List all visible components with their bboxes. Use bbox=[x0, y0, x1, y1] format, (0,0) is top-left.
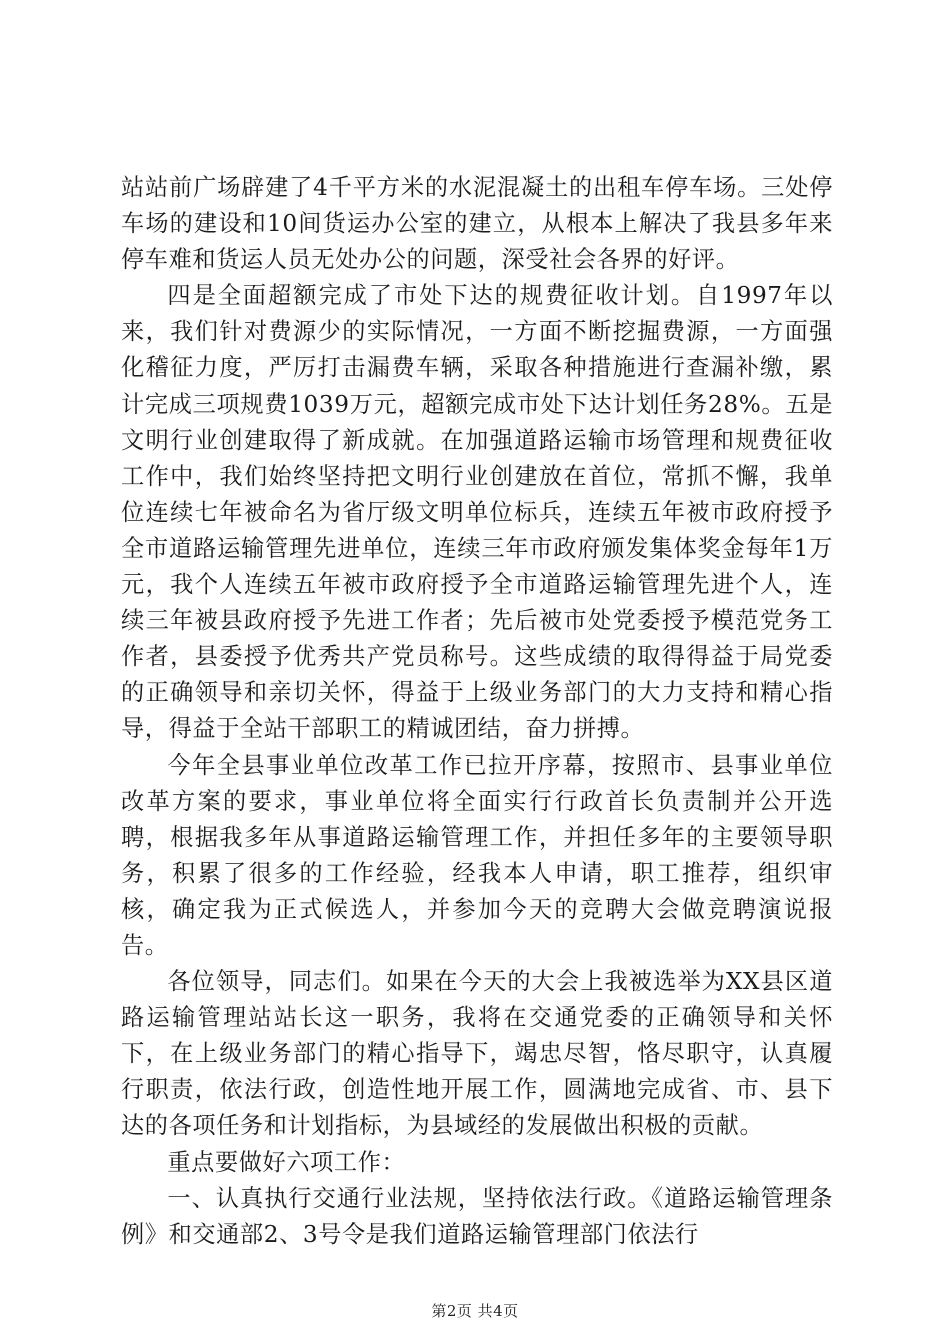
paragraph-achievements: 四是全面超额完成了市处下达的规费征收计划。自1997年以来，我们针对费源少的实际情况，一方面不断挖掘费源，一方面强化稽征力度，严厉打击漏费车辆，采取各种措施进行查漏补缴，累计完成三项规费1039万元，超额完成市处下达计划任务28%。五是文明行业创建取得了新成就。在加强道路运输市场管理和规费征收工作中，我们始终坚持把文明行业创建放在首位，常抓不懈，我单位连续七年被命名为省厅级文明单位标兵，连续五年被市政府授予全市道路运输管理先进单位，连续三年市政府颁发集体奖金每年1万元，我个人连续五年被市政府授予全市道路运输管理先进个人，连续三年被县政府授予先进工作者；先后被市处党委授予模范党务工作者，县委授予优秀共产党员称号。这些成绩的取得得益于局党委的正确领导和亲切关怀，得益于上级业务部门的大力支持和精心指导，得益于全站干部职工的精诚团结，奋力拼搏。 bbox=[121, 282, 833, 743]
page-footer: 第2页 共4页 bbox=[431, 1302, 519, 1320]
paragraph-reform: 今年全县事业单位改革工作已拉开序幕，按照市、县事业单位改革方案的要求，事业单位将全面实行行政首长负责制并公开选聘，根据我多年从事道路运输管理工作，并担任多年的主要领导职务，积累了很多的工作经验，经我本人申请，职工推荐，组织审核，确定我为正式候选人，并参加今天的竞聘大会做竞聘演说报告。 bbox=[121, 751, 833, 959]
document-body bbox=[121, 170, 833, 1253]
paragraph-continuation: 站站前广场辟建了4千平方米的水泥混凝土的出租车停车场。三处停车场的建设和10间货运办公室的建立，从根本上解决了我县多年来停车难和货运人员无处办公的问题，深受社会各界的好评。 bbox=[121, 174, 833, 274]
paragraph-commitment: 各位领导，同志们。如果在今天的大会上我被选举为XX县区道路运输管理站站长这一职务，我将在交通党委的正确领导和关怀下，在上级业务部门的精心指导下，竭忠尽智，恪尽职守，认真履行职责，依法行政，创造性地开展工作，圆满地完成省、市、县下达的各项任务和计划指标，为县域经的发展做出积极的贡献。 bbox=[121, 968, 833, 1140]
paragraph-task-one: 一、认真执行交通行业法规，坚持依法行政。《道路运输管理条例》和交通部2、3号令是我们道路运输管理部门依法行 bbox=[121, 1184, 833, 1248]
paragraph-key-tasks: 重点要做好六项工作： bbox=[167, 1148, 406, 1176]
